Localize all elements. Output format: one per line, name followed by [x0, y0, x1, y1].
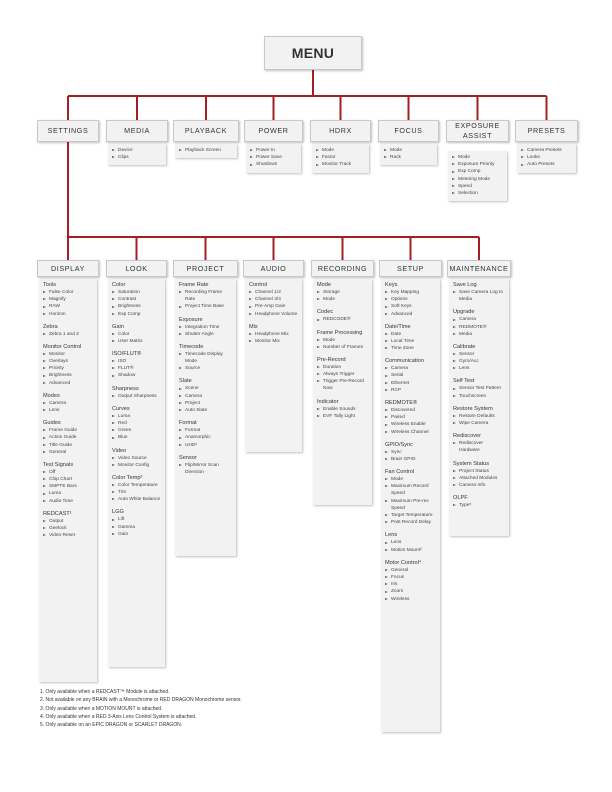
- menu-item-scene[interactable]: Scene: [179, 385, 232, 392]
- menu-item-overlays[interactable]: Overlays: [43, 358, 93, 365]
- group-title-iso-flut: ISO/FLUT®: [112, 351, 142, 358]
- group-title-restore-system: Restore System: [453, 405, 493, 412]
- group-title-frame-rate: Frame Rate: [179, 282, 209, 288]
- menu-item-saturation[interactable]: Saturation: [112, 289, 161, 296]
- top-menu-media-panel: [108, 144, 166, 165]
- footnotes: [40, 688, 440, 729]
- menu-item-recording-frame-rate[interactable]: Recording Frame Rate: [179, 289, 232, 303]
- top-menu-exposure-assist-label: EXPOSURE ASSIST: [455, 121, 500, 140]
- top-menu-focus-label: FOCUS: [394, 126, 423, 136]
- menu-item-camera[interactable]: Camera: [179, 393, 232, 400]
- group-title-save-log: Save Log: [453, 282, 477, 288]
- menu-item-magnify[interactable]: Magnify: [43, 296, 93, 303]
- menu-item-exp-comp[interactable]: Exp Comp: [452, 168, 503, 175]
- top-menu-presets[interactable]: [515, 120, 578, 142]
- menu-item-serial[interactable]: Serial: [385, 372, 436, 379]
- group-title-sharpness: Sharpness: [112, 385, 139, 392]
- top-menu-playback-panel: [175, 144, 237, 158]
- menu-item-sensor-test-pattern[interactable]: Sensor Test Pattern: [453, 385, 505, 392]
- menu-item-channel-3-4[interactable]: Channel 3/4: [249, 296, 298, 303]
- footnote-4: 4. Only available when a RED 3-Axis Lens Control System is attached.: [40, 713, 197, 720]
- menu-item-monitor-track[interactable]: Monitor Track: [316, 161, 365, 168]
- settings-sub-maintenance-panel: [449, 279, 509, 536]
- group-title-redcast: REDCAST¹: [43, 510, 72, 517]
- menu-item-motion-mount[interactable]: Motion Mount³: [385, 547, 436, 554]
- group-title-self-test: Self Test: [453, 378, 475, 385]
- menu-item-contrast[interactable]: Contrast: [112, 296, 161, 303]
- group-title-curves: Curves: [112, 405, 130, 412]
- group-title-date-time: Date/Time: [385, 323, 411, 330]
- menu-item-enable-sounds[interactable]: Enable Sounds: [317, 406, 368, 413]
- menu-item-restore-defaults[interactable]: Restore Defaults: [453, 413, 505, 420]
- top-menu-settings-label: SETTINGS: [47, 126, 89, 136]
- top-menu-exposure-assist-panel: [448, 151, 507, 201]
- menu-item-wireless[interactable]: Wireless: [385, 596, 436, 603]
- menu-item-device[interactable]: Device: [112, 147, 162, 154]
- menu-item-discovered[interactable]: Discovered: [385, 407, 436, 414]
- menu-item-action-guide[interactable]: Action Guide: [43, 434, 93, 441]
- menu-item-horizon[interactable]: Horizon: [43, 311, 93, 318]
- menu-item-focus[interactable]: Focus: [385, 574, 436, 581]
- group-title-guides: Guides: [43, 420, 61, 427]
- menu-item-priority[interactable]: Priority: [43, 365, 93, 372]
- menu-item-sync[interactable]: Sync: [385, 449, 436, 456]
- menu-item-project-time-base[interactable]: Project Time Base: [179, 303, 232, 310]
- menu-item-format[interactable]: Format: [179, 427, 232, 434]
- menu-item-anamorphic[interactable]: Anamorphic: [179, 434, 232, 441]
- menu-item-general[interactable]: General: [385, 567, 436, 574]
- menu-item-auto-presets[interactable]: Auto Presets: [521, 161, 572, 168]
- top-menu-playback[interactable]: [173, 120, 239, 142]
- top-menu-power[interactable]: [244, 120, 303, 142]
- menu-item-zebra-1-and-2[interactable]: Zebra 1 and 2: [43, 331, 93, 338]
- settings-sub-project-label: PROJECT: [186, 263, 225, 273]
- menu-item-frame-guide[interactable]: Frame Guide: [43, 427, 93, 434]
- menu-item-shutdown[interactable]: Shutdown: [250, 161, 297, 168]
- menu-item-lens[interactable]: Lens: [385, 539, 436, 546]
- menu-item-color[interactable]: Color: [112, 331, 161, 338]
- top-menu-presets-panel: [517, 144, 576, 173]
- group-title-timecode: Timecode: [179, 343, 204, 350]
- group-title-system-status: System Status: [453, 460, 490, 467]
- menu-item-iso[interactable]: ISO: [112, 358, 161, 365]
- settings-sub-recording-label: RECORDING: [317, 263, 368, 273]
- menu-item-gain[interactable]: Gain: [112, 531, 161, 538]
- settings-sub-maintenance-label: MAINTENANCE: [449, 263, 509, 273]
- menu-item-camera-info[interactable]: Camera Info: [453, 482, 505, 489]
- settings-sub-maintenance[interactable]: [447, 260, 511, 277]
- menu-item-rediscover-hardware[interactable]: Rediscover Hardware: [453, 440, 505, 454]
- menu-item-lift[interactable]: Lift: [112, 516, 161, 523]
- menu-item-raw[interactable]: RAW: [43, 303, 93, 310]
- menu-item-blue[interactable]: Blue: [112, 434, 161, 441]
- menu-item-ethernet[interactable]: Ethernet: [385, 380, 436, 387]
- settings-sub-project[interactable]: [173, 260, 238, 277]
- group-title-format: Format: [179, 420, 197, 427]
- menu-item-output[interactable]: Output: [43, 518, 93, 525]
- menu-item-maximum-record-speed[interactable]: Maximum Record Speed: [385, 483, 436, 497]
- menu-item-false-color[interactable]: False Color: [43, 289, 93, 296]
- menu-item-audio-tone[interactable]: Audio Tone: [43, 498, 93, 505]
- menu-item-luma[interactable]: Luma: [112, 413, 161, 420]
- menu-item-general[interactable]: General: [43, 449, 93, 456]
- menu-item-user-matrix[interactable]: User Matrix: [112, 338, 161, 345]
- menu-item-wipe-camera[interactable]: Wipe Camera: [453, 420, 505, 427]
- menu-item-camera[interactable]: Camera: [453, 316, 505, 323]
- menu-item-pre-amp-gain[interactable]: Pre-Amp Gain: [249, 303, 298, 310]
- menu-item-off[interactable]: Off: [43, 469, 93, 476]
- menu-item-local-time[interactable]: Local Time: [385, 338, 436, 345]
- menu-item-color-temperature[interactable]: Color Temperature: [112, 482, 161, 489]
- menu-item-power-save[interactable]: Power Save: [250, 154, 297, 161]
- group-title-indicator: Indicator: [317, 398, 339, 405]
- group-title-codec: Codec: [317, 309, 334, 316]
- menu-item-touchscreen[interactable]: Touchscreen: [453, 393, 505, 400]
- settings-sub-setup-label: SETUP: [397, 263, 424, 273]
- menu-item-advanced[interactable]: Advanced: [43, 380, 93, 387]
- settings-sub-setup-panel: [381, 279, 440, 732]
- menu-item-monitor-mix[interactable]: Monitor Mix: [249, 338, 298, 345]
- menu-item-selection[interactable]: Selection: [452, 190, 503, 197]
- menu-item-mode[interactable]: Mode: [316, 147, 365, 154]
- menu-item-auto-white-balance[interactable]: Auto White Balance: [112, 496, 161, 503]
- menu-item-mode[interactable]: Mode: [385, 476, 436, 483]
- group-title-monitor-control: Monitor Control: [43, 343, 82, 350]
- group-title-keys: Keys: [385, 282, 398, 288]
- menu-item-brightness[interactable]: Brightness: [43, 372, 93, 379]
- menu-item-flut[interactable]: FLUT®: [112, 365, 161, 372]
- settings-sub-look-label: LOOK: [125, 263, 148, 273]
- settings-sub-audio-panel: [245, 279, 302, 452]
- group-title-test-signals: Test Signals: [43, 461, 74, 468]
- menu-item-geelock[interactable]: Geelock: [43, 525, 93, 532]
- group-title-lgg: LGG: [112, 509, 124, 516]
- group-title-color-temp: Color Temp²: [112, 474, 143, 481]
- group-title-sensor: Sensor: [179, 454, 197, 461]
- menu-item-chip-chart[interactable]: Chip Chart: [43, 476, 93, 483]
- menu-item-storage[interactable]: Storage: [317, 289, 368, 296]
- menu-item-rack[interactable]: Rack: [384, 154, 433, 161]
- menu-item-factor[interactable]: Factor: [316, 154, 365, 161]
- group-title-exposure: Exposure: [179, 316, 203, 323]
- group-title-mode: Mode: [317, 282, 331, 288]
- group-title-gain: Gain: [112, 323, 124, 330]
- menu-root-box[interactable]: [264, 36, 362, 70]
- menu-item-target-temperature[interactable]: Target Temperature: [385, 512, 436, 519]
- menu-item-monitor-config[interactable]: Monitor Config: [112, 462, 161, 469]
- group-title-upgrade: Upgrade: [453, 309, 475, 316]
- menu-item-redmote[interactable]: REDMOTE®: [453, 324, 505, 331]
- group-title-lens: Lens: [385, 532, 398, 539]
- group-title-frame-processing: Frame Processing: [317, 329, 363, 336]
- menu-item-video-source[interactable]: Video Source: [112, 455, 161, 462]
- menu-item-zoom[interactable]: Zoom: [385, 588, 436, 595]
- top-menu-power-panel: [246, 144, 301, 173]
- menu-item-green[interactable]: Green: [112, 427, 161, 434]
- footnote-3: 3. Only available when a MOTION MOUNT is attached.: [40, 705, 163, 712]
- menu-item-output-sharpness[interactable]: Output Sharpness: [112, 393, 161, 400]
- menu-item-integration-time[interactable]: Integration Time: [179, 324, 232, 331]
- menu-item-paired[interactable]: Paired: [385, 414, 436, 421]
- top-menu-focus-panel: [380, 144, 437, 165]
- settings-sub-audio[interactable]: [243, 260, 304, 277]
- top-menu-power-label: POWER: [258, 126, 289, 136]
- menu-item-trigger-pre-record-now[interactable]: Trigger Pre-Record Now: [317, 378, 368, 392]
- menu-root-label: MENU: [291, 44, 335, 61]
- menu-item-number-of-frames[interactable]: Number of Frames: [317, 344, 368, 351]
- top-menu-hdrx[interactable]: [310, 120, 371, 142]
- menu-item-headphone-volume[interactable]: Headphone Volume: [249, 311, 298, 318]
- top-menu-hdrx-label: HDRX: [329, 126, 352, 136]
- top-menu-media-label: MEDIA: [124, 126, 150, 136]
- menu-item-wireless-enable[interactable]: Wireless Enable: [385, 421, 436, 428]
- menu-item-timecode-display-mode[interactable]: Timecode Display Mode: [179, 351, 232, 365]
- menu-item-advanced[interactable]: Advanced: [385, 311, 436, 318]
- top-menu-presets-label: PRESETS: [527, 126, 566, 136]
- group-title-zebra: Zebra: [43, 323, 58, 330]
- menu-item-options[interactable]: Options: [385, 296, 436, 303]
- group-title-olpf: OLPF: [453, 495, 468, 502]
- menu-item-red[interactable]: Red: [112, 420, 161, 427]
- menu-item-mode[interactable]: Mode: [384, 147, 433, 154]
- menu-item-brain-gpio[interactable]: Brain GPIO: [385, 456, 436, 463]
- group-title-color: Color: [112, 282, 126, 288]
- menu-item-looks[interactable]: Looks: [521, 154, 572, 161]
- menu-item-camera[interactable]: Camera: [385, 365, 436, 372]
- menu-item-channel-1-2[interactable]: Channel 1/2: [249, 289, 298, 296]
- menu-item-lens[interactable]: Lens: [453, 365, 505, 372]
- settings-sub-display-label: DISPLAY: [50, 263, 86, 273]
- group-title-pre-record: Pre-Record: [317, 356, 346, 363]
- settings-sub-setup[interactable]: [379, 260, 442, 277]
- menu-item-monitor[interactable]: Monitor: [43, 351, 93, 358]
- menu-item-exposure-priority[interactable]: Exposure Priority: [452, 161, 503, 168]
- group-title-communication: Communication: [385, 358, 424, 365]
- menu-item-title-guide[interactable]: Title Guide: [43, 442, 93, 449]
- menu-item-tint[interactable]: Tint: [112, 489, 161, 496]
- settings-sub-recording-panel: [313, 279, 372, 505]
- top-menu-settings[interactable]: [37, 120, 99, 142]
- group-title-video: Video: [112, 447, 127, 454]
- menu-item-post-record-delay[interactable]: Post Record Delay: [385, 519, 436, 526]
- menu-item-shadow[interactable]: Shadow: [112, 372, 161, 379]
- group-title-gpio-sync: GPIO/Sync: [385, 441, 413, 448]
- group-title-fan-control: Fan Control: [385, 469, 415, 476]
- settings-sub-project-panel: [175, 279, 236, 556]
- menu-item-iris[interactable]: Iris: [385, 581, 436, 588]
- menu-item-exp-comp[interactable]: Exp Comp: [112, 311, 161, 318]
- group-title-calibrate: Calibrate: [453, 343, 476, 350]
- top-menu-exposure-assist[interactable]: [446, 120, 509, 142]
- footnote-2: 2. Not available on any BRAIN with a Monochrome or RED DRAGON Monochrome sensor.: [40, 697, 242, 704]
- menu-item-source[interactable]: Source: [179, 365, 232, 372]
- menu-item-speed[interactable]: Speed: [452, 183, 503, 190]
- footnote-5: 5. Only available on an EPIC DRAGON or SCARLET DRAGON.: [40, 722, 183, 728]
- top-menu-playback-label: PLAYBACK: [184, 126, 228, 136]
- settings-sub-look-panel: [108, 279, 165, 667]
- menu-item-wireless-channel[interactable]: Wireless Channel: [385, 429, 436, 436]
- menu-item-key-mapping[interactable]: Key Mapping: [385, 289, 436, 296]
- group-title-tools: Tools: [43, 282, 57, 288]
- menu-item-gyro-acc[interactable]: Gyro/Acc: [453, 358, 505, 365]
- menu-item-duration[interactable]: Duration: [317, 364, 368, 371]
- menu-item-lens[interactable]: Lens: [43, 407, 93, 414]
- group-title-control: Control: [249, 282, 268, 288]
- settings-sub-recording[interactable]: [311, 260, 374, 277]
- menu-item-clips[interactable]: Clips: [112, 154, 162, 161]
- menu-item-time-zone[interactable]: Time Zone: [385, 345, 436, 352]
- menu-item-flip-mirror-scan-direction[interactable]: Flip/Mirror Scan Direction: [179, 462, 232, 476]
- menu-item-soft-keys[interactable]: Soft Keys: [385, 303, 436, 310]
- group-title-redmote: REDMOTE®: [385, 400, 418, 407]
- menu-item-brightness[interactable]: Brightness: [112, 303, 161, 310]
- menu-item-shutter-angle[interactable]: Shutter Angle: [179, 331, 232, 338]
- menu-item-always-trigger[interactable]: Always Trigger: [317, 371, 368, 378]
- menu-item-type[interactable]: Type⁵: [453, 502, 505, 509]
- menu-item-attached-modules[interactable]: Attached Modules: [453, 475, 505, 482]
- menu-item-evf-tally-light[interactable]: EVF Tally Light: [317, 413, 368, 420]
- menu-item-headphone-mix[interactable]: Headphone Mix: [249, 331, 298, 338]
- menu-item-luma[interactable]: Luma: [43, 490, 93, 497]
- menu-item-redcode[interactable]: REDCODE®: [317, 316, 368, 323]
- settings-sub-display-panel: [39, 279, 97, 682]
- menu-item-camera[interactable]: Camera: [43, 400, 93, 407]
- menu-item-uhd[interactable]: UHD²: [179, 442, 232, 449]
- menu-item-gamma[interactable]: Gamma: [112, 524, 161, 531]
- menu-item-maximum-pre-rec-speed[interactable]: Maximum Pre-rec Speed: [385, 498, 436, 512]
- menu-item-auto-slate[interactable]: Auto Slate: [179, 407, 232, 414]
- group-title-rediscover: Rediscover: [453, 433, 481, 440]
- menu-item-power-in[interactable]: Power In: [250, 147, 297, 154]
- group-title-mix: Mix: [249, 323, 258, 330]
- settings-sub-display[interactable]: [37, 260, 99, 277]
- menu-item-mode[interactable]: Mode: [317, 296, 368, 303]
- top-menu-media[interactable]: [106, 120, 168, 142]
- footnote-1: 1. Only available when a REDCAST™ Module is attached.: [40, 689, 170, 695]
- menu-item-video-reset[interactable]: Video Reset: [43, 532, 93, 539]
- menu-item-project[interactable]: Project: [179, 400, 232, 407]
- settings-sub-look[interactable]: [106, 260, 167, 277]
- menu-item-save-camera-log-to-media[interactable]: Save Camera Log to Media: [453, 289, 505, 303]
- menu-item-media[interactable]: Media: [453, 331, 505, 338]
- top-menu-hdrx-panel: [312, 144, 369, 173]
- menu-item-project-status[interactable]: Project Status: [453, 468, 505, 475]
- menu-item-mode[interactable]: Mode: [452, 154, 503, 161]
- settings-sub-audio-label: AUDIO: [260, 263, 287, 273]
- menu-item-rcp[interactable]: RCP: [385, 387, 436, 394]
- menu-item-date[interactable]: Date: [385, 331, 436, 338]
- menu-item-camera-presets[interactable]: Camera Presets: [521, 147, 572, 154]
- top-menu-focus[interactable]: [378, 120, 439, 142]
- group-title-slate: Slate: [179, 378, 192, 385]
- menu-item-smpte-bars[interactable]: SMPTE Bars: [43, 483, 93, 490]
- group-title-modes: Modes: [43, 392, 60, 399]
- menu-item-sensor[interactable]: Sensor: [453, 351, 505, 358]
- menu-item-playback-screen[interactable]: Playback Screen: [179, 147, 233, 154]
- menu-item-metering-mode[interactable]: Metering Mode: [452, 176, 503, 183]
- menu-item-mode[interactable]: Mode: [317, 337, 368, 344]
- group-title-motor-control: Motor Control⁴: [385, 559, 422, 566]
